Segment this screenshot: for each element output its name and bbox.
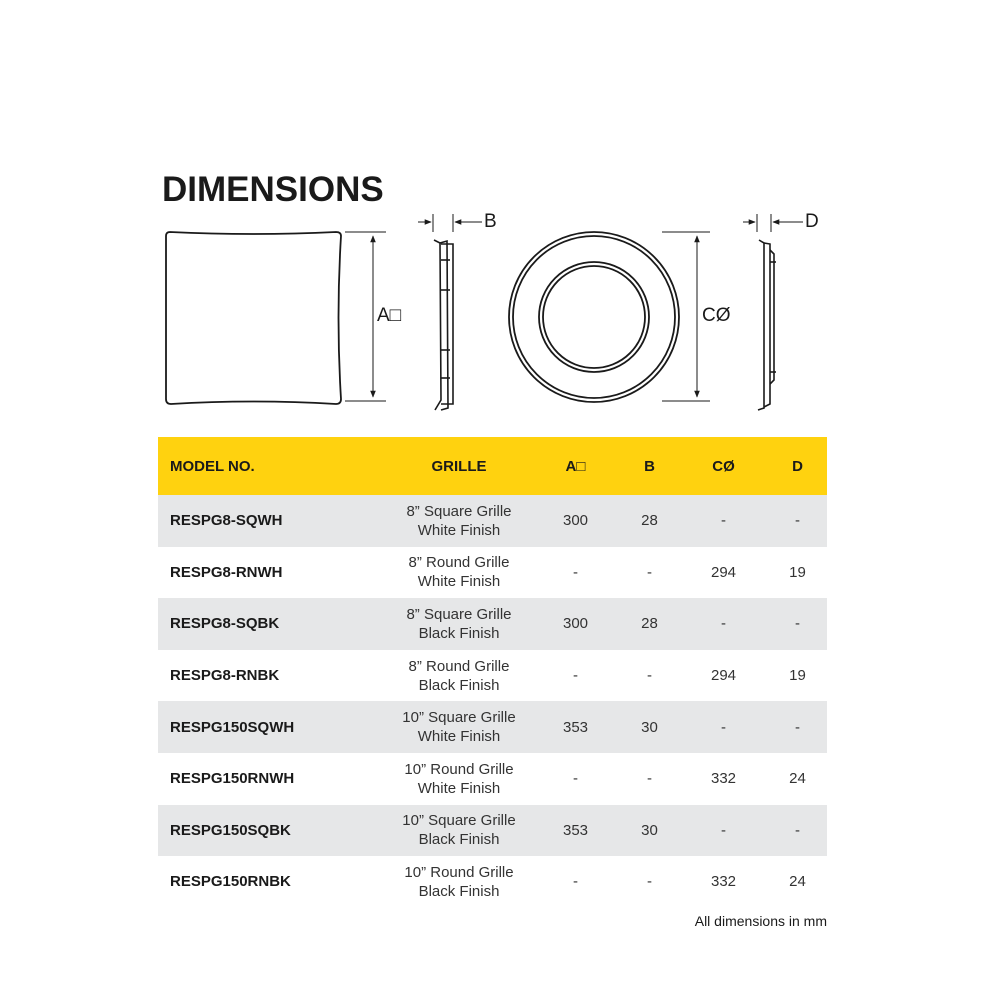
c-cell: 332 [710, 873, 737, 891]
b-cell: - [647, 770, 652, 788]
a-cell: - [573, 667, 578, 685]
label-a: A□ [377, 305, 402, 326]
square-grille-side [434, 240, 453, 410]
grille-type: 8” Square Grille [406, 605, 512, 623]
c-cell: - [721, 821, 726, 839]
grille-cell [378, 553, 540, 591]
c-cell: 294 [710, 667, 737, 685]
d-cell: 24 [789, 770, 806, 788]
grille-finish: Black Finish [418, 624, 500, 642]
d-cell: - [795, 821, 800, 839]
table-row [158, 598, 827, 650]
grille-cell [378, 863, 540, 901]
table-header [158, 437, 827, 495]
header-model: MODEL NO. [170, 457, 255, 475]
b-cell: 28 [641, 512, 658, 530]
dimension-d-marker [743, 214, 803, 232]
grille-type: 10” Square Grille [402, 812, 516, 830]
c-cell: - [721, 615, 726, 633]
label-b: B [484, 211, 497, 232]
d-cell: - [795, 718, 800, 736]
round-grille-side [758, 240, 776, 410]
header-b: B [644, 457, 655, 475]
a-cell: - [573, 770, 578, 788]
units-footnote: All dimensions in mm [694, 913, 827, 929]
grille-finish: White Finish [417, 779, 501, 797]
grille-finish: Black Finish [418, 676, 500, 694]
grille-type: 8” Round Grille [408, 657, 510, 675]
label-d: D [805, 211, 819, 232]
a-cell: - [573, 563, 578, 581]
dimension-b-marker [418, 214, 482, 232]
grille-finish: Black Finish [418, 831, 500, 849]
d-cell: 24 [789, 873, 806, 891]
grille-type: 8” Round Grille [408, 554, 510, 572]
grille-cell [378, 760, 540, 798]
grille-cell [378, 502, 540, 540]
a-cell: - [573, 873, 578, 891]
round-grille-front [509, 232, 679, 402]
grille-type: 10” Round Grille [404, 863, 514, 881]
grille-finish: White Finish [417, 573, 501, 591]
grille-type: 10” Square Grille [402, 709, 516, 727]
c-cell: 294 [710, 563, 737, 581]
grille-type: 8” Square Grille [406, 502, 512, 520]
b-cell: 28 [641, 615, 658, 633]
page-title: DIMENSIONS [162, 170, 384, 209]
model-cell: RESPG8-SQBK [170, 615, 280, 633]
grille-finish: White Finish [417, 521, 501, 539]
header-grille: GRILLE [431, 457, 487, 475]
d-cell: 19 [789, 667, 806, 685]
header-d: D [792, 457, 803, 475]
square-grille-front [166, 232, 341, 404]
table-row [158, 495, 827, 547]
c-cell: - [721, 512, 726, 530]
b-cell: - [647, 667, 652, 685]
label-c: CØ [702, 305, 731, 326]
table-row [158, 753, 827, 805]
model-cell: RESPG150RNWH [170, 770, 295, 788]
c-cell: 332 [710, 770, 737, 788]
dimensions-table [158, 437, 827, 908]
model-cell: RESPG8-RNBK [170, 667, 280, 685]
dimension-diagrams [0, 0, 1000, 430]
grille-finish: Black Finish [418, 882, 500, 900]
b-cell: 30 [641, 718, 658, 736]
table-row [158, 650, 827, 702]
diagrams-svg [0, 0, 1000, 430]
grille-cell [378, 605, 540, 643]
header-a: A□ [565, 457, 586, 475]
grille-type: 10” Round Grille [404, 760, 514, 778]
model-cell: RESPG8-SQWH [170, 512, 283, 530]
model-cell: RESPG8-RNWH [170, 563, 283, 581]
b-cell: 30 [641, 821, 658, 839]
a-cell: 353 [562, 821, 589, 839]
d-cell: - [795, 512, 800, 530]
header-c: CØ [712, 457, 735, 475]
c-cell: - [721, 718, 726, 736]
b-cell: - [647, 563, 652, 581]
model-cell: RESPG150SQBK [170, 821, 291, 839]
a-cell: 300 [562, 512, 589, 530]
model-cell: RESPG150SQWH [170, 718, 295, 736]
table-row [158, 856, 827, 908]
table-row [158, 805, 827, 857]
grille-cell [378, 708, 540, 746]
d-cell: 19 [789, 563, 806, 581]
table-row [158, 701, 827, 753]
table-row [158, 547, 827, 599]
grille-cell [378, 657, 540, 695]
d-cell: - [795, 615, 800, 633]
a-cell: 300 [562, 615, 589, 633]
b-cell: - [647, 873, 652, 891]
a-cell: 353 [562, 718, 589, 736]
grille-finish: White Finish [417, 728, 501, 746]
model-cell: RESPG150RNBK [170, 873, 291, 891]
grille-cell [378, 811, 540, 849]
